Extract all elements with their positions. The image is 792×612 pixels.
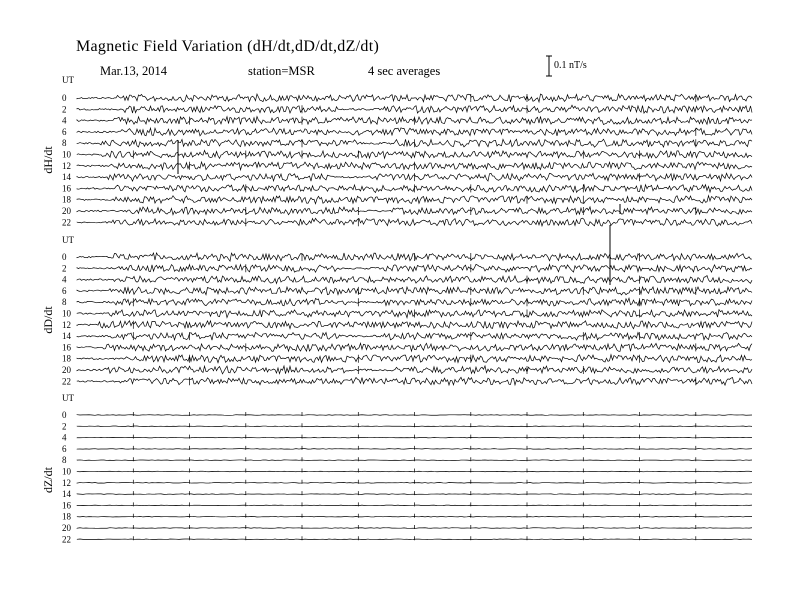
trace-dhdt-ut22 [77,218,752,226]
row-label: 0 [62,93,67,103]
trace-dddt-ut22 [77,377,752,385]
row-label: 0 [62,252,67,262]
panel-title: dH/dt [41,146,55,174]
row-label: 2 [62,421,67,432]
row-label: 16 [62,183,71,194]
trace-dddt-ut12 [77,321,752,329]
station-label: station=MSR [248,64,315,78]
row-label: 8 [62,455,67,466]
row-label: 12 [62,160,71,171]
trace-dddt-ut18 [77,355,752,363]
row-label: 4 [62,115,67,126]
trace-dzdt-ut0 [77,412,752,416]
row-label: 2 [62,263,67,274]
chart-title: Magnetic Field Variation (dH/dt,dD/dt,dZ/dt) [76,38,380,55]
trace-dddt-ut0 [77,253,752,261]
row-label: 12 [62,477,71,488]
trace-dhdt-ut14 [77,173,752,181]
trace-dhdt-ut18 [77,196,752,204]
trace-dzdt-ut2 [77,423,752,427]
trace-dddt-ut6 [77,287,752,295]
panel-2 [41,393,752,544]
date-label: Mar.13, 2014 [100,64,168,78]
row-label: 10 [62,308,71,319]
trace-dhdt-ut0 [77,94,752,102]
panel-0 [41,75,752,227]
trace-dzdt-ut6 [77,446,752,450]
row-label: 22 [62,376,71,387]
row-label: 0 [62,410,67,420]
row-label: 16 [62,342,71,353]
trace-dzdt-ut22 [77,536,752,540]
trace-dzdt-ut4 [77,435,752,439]
row-label: 16 [62,500,71,511]
row-label: 20 [62,523,71,533]
trace-dhdt-ut6 [77,128,752,136]
row-label: 22 [62,534,71,545]
row-label: 14 [62,331,71,342]
trace-dddt-ut8 [77,298,752,306]
trace-dzdt-ut12 [77,480,752,484]
trace-dddt-ut4 [77,276,752,284]
row-label: 20 [62,365,71,375]
row-label: 6 [62,126,67,137]
row-label: 4 [62,274,67,285]
row-label: 8 [62,297,67,308]
row-label: 18 [62,511,71,522]
row-label: 18 [62,353,71,364]
row-label: 4 [62,432,67,443]
trace-dhdt-ut4 [77,116,752,124]
panel-title: dD/dt [41,306,55,334]
row-label: 6 [62,285,67,296]
averaging-label: 4 sec averages [368,64,441,78]
row-label: 6 [62,443,67,454]
row-label: 2 [62,104,67,115]
trace-dddt-ut2 [77,264,752,272]
trace-dhdt-ut16 [77,184,752,192]
trace-dddt-ut10 [77,310,752,318]
row-label: 8 [62,138,67,149]
trace-dzdt-ut14 [77,491,752,495]
trace-dhdt-ut2 [77,105,752,113]
row-label: 22 [62,217,71,228]
panel-1 [41,235,752,386]
trace-dzdt-ut10 [77,469,752,473]
row-label: 10 [62,466,71,477]
trace-dddt-ut14 [77,332,752,340]
trace-dhdt-ut20 [77,207,752,215]
ut-label: UT [62,393,74,403]
ut-label: UT [62,75,74,85]
trace-dzdt-ut8 [77,457,752,461]
row-label: 14 [62,172,71,183]
trace-dzdt-ut20 [77,525,752,529]
trace-dzdt-ut18 [77,514,752,518]
row-label: 20 [62,206,71,216]
trace-dddt-ut20 [77,366,752,374]
trace-dzdt-ut16 [77,502,752,506]
ut-label: UT [62,235,74,245]
row-label: 12 [62,319,71,330]
trace-dddt-ut16 [77,343,752,351]
row-label: 18 [62,194,71,205]
scale-bar-label: 0.1 nT/s [554,60,587,71]
panel-title: dZ/dt [41,467,55,493]
scale-bar [546,56,552,76]
row-label: 14 [62,489,71,500]
row-label: 10 [62,149,71,160]
